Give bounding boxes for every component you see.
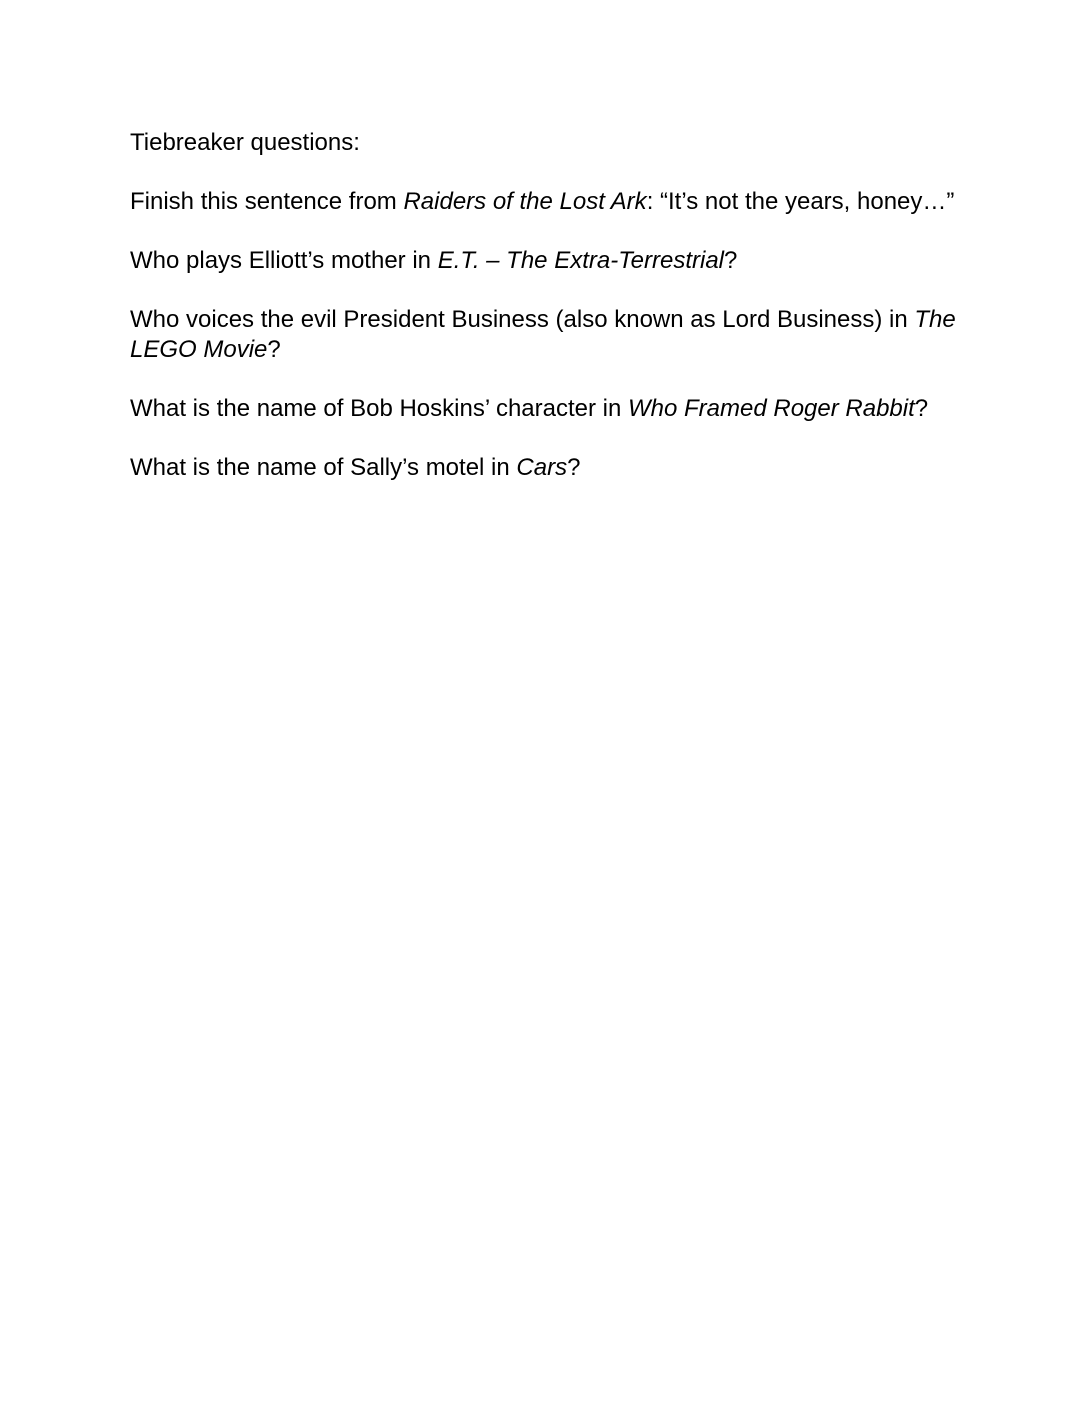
document-body	[130, 128, 970, 512]
question-2-title: E.T. – The Extra-Terrestrial	[437, 247, 725, 274]
question-4	[130, 394, 970, 424]
question-1	[130, 187, 970, 217]
question-1-title: Raiders of the Lost Ark	[403, 188, 647, 215]
question-1-post: : “It’s not the years, honey…”	[646, 188, 955, 215]
question-5	[130, 453, 970, 483]
question-5-pre: What is the name of Sally’s motel in	[130, 454, 517, 481]
question-5-title: Cars	[516, 454, 568, 481]
question-4-pre: What is the name of Bob Hoskins’ character in	[130, 395, 628, 422]
question-2-post: ?	[724, 247, 738, 274]
question-3	[130, 305, 970, 365]
question-4-post: ?	[914, 395, 929, 422]
question-3-title: The LEGO Movie	[130, 306, 956, 363]
question-3-post: ?	[267, 336, 281, 363]
question-3-pre: Who voices the evil President Business (also known as Lord Business) in	[130, 306, 915, 333]
question-2	[130, 246, 970, 276]
question-1-pre: Finish this sentence from	[130, 188, 404, 215]
question-5-post: ?	[567, 454, 581, 481]
tiebreaker-heading: Tiebreaker questions:	[130, 129, 360, 156]
question-4-title: Who Framed Roger Rabbit	[628, 395, 915, 422]
question-2-pre: Who plays Elliott’s mother in	[130, 247, 438, 274]
